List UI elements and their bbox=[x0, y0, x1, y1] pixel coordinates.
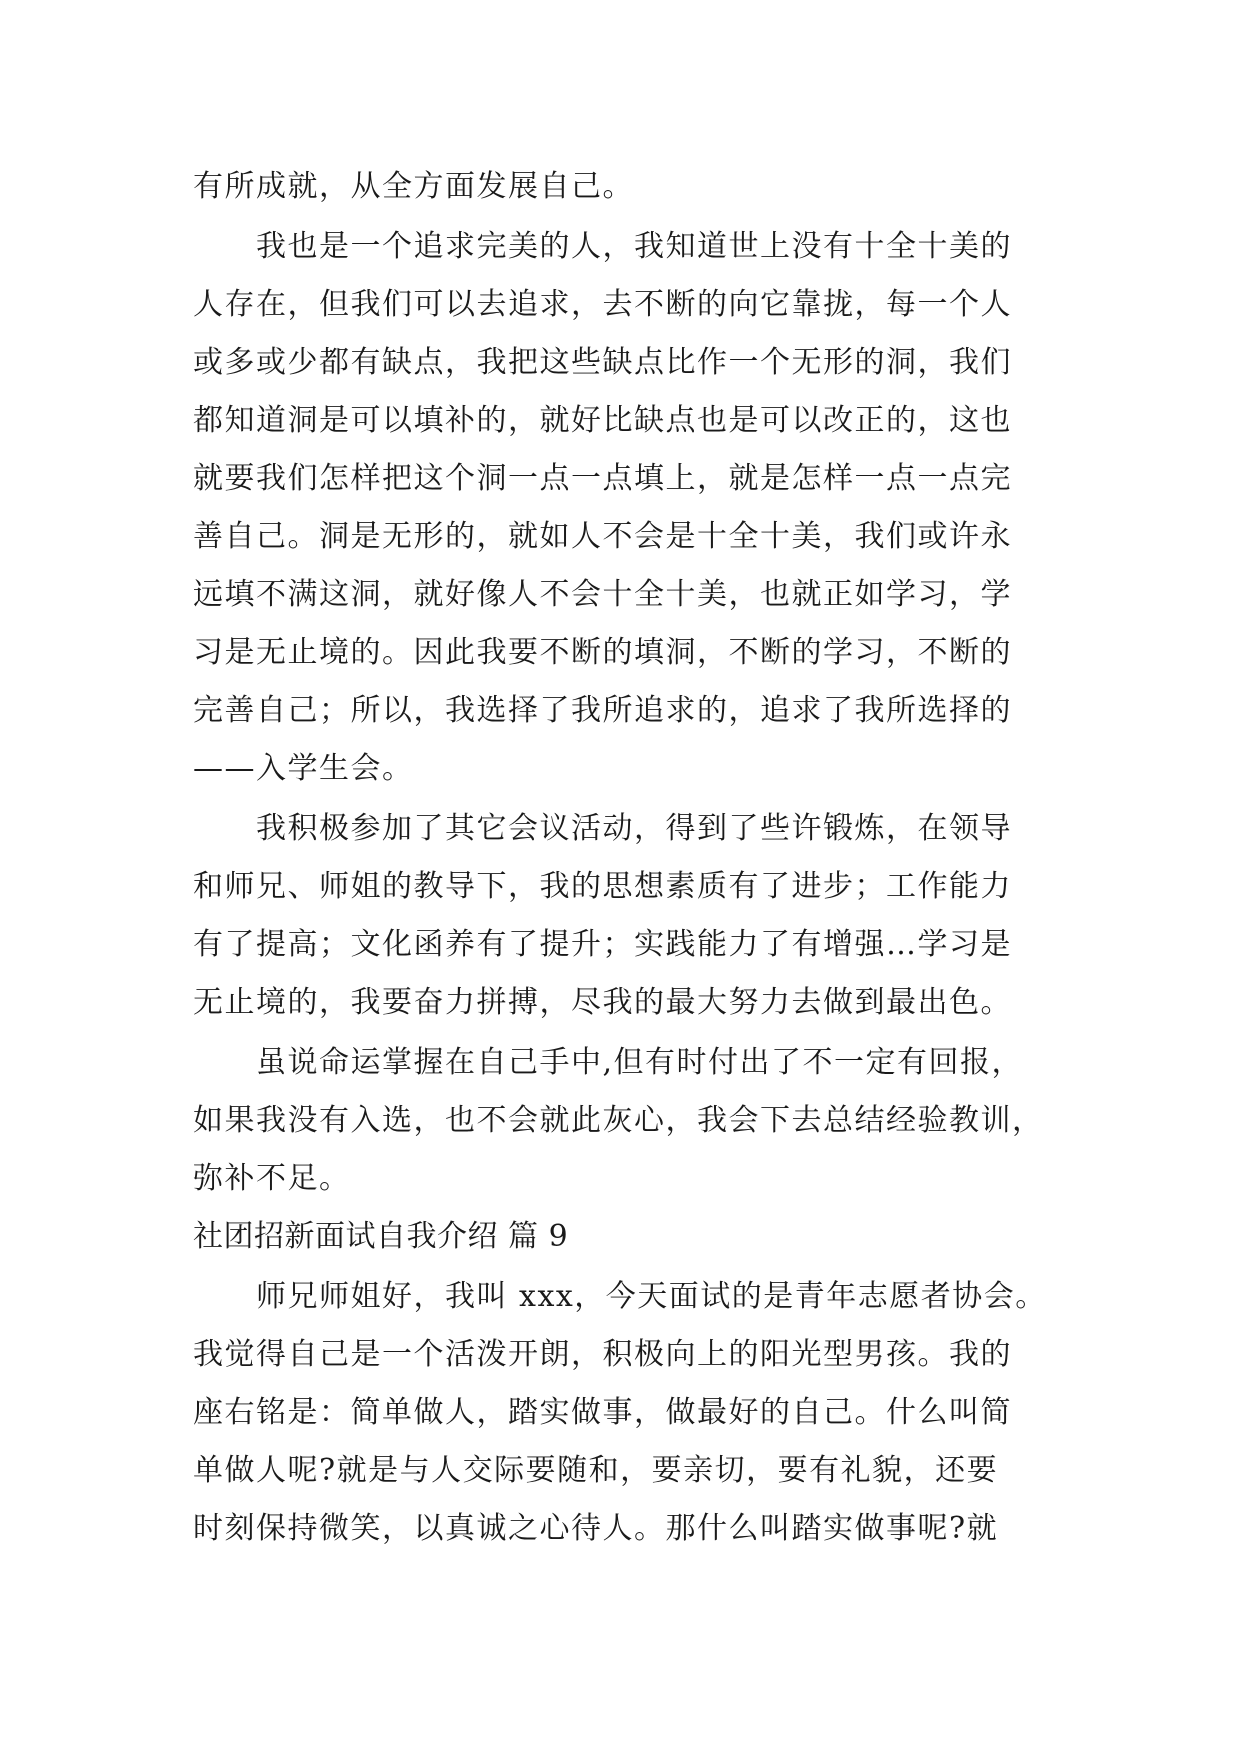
section-heading: 社团招新面试自我介绍 篇 9 bbox=[193, 1219, 569, 1254]
text-line: 时刻保持微笑，以真诚之心待人。那什么叫踏实做事呢?就 bbox=[193, 1511, 999, 1546]
text-line: 单做人呢?就是与人交际要随和，要亲切，要有礼貌，还要 bbox=[193, 1453, 999, 1488]
text-line: 和师兄、师姐的教导下，我的思想素质有了进步；工作能力 bbox=[193, 869, 1012, 904]
paragraph-start-line: 虽说命运掌握在自己手中,但有时付出了不一定有回报， bbox=[256, 1045, 1024, 1080]
text-line: 人存在，但我们可以去追求，去不断的向它靠拢，每一个人 bbox=[193, 287, 1012, 322]
text-line: 习是无止境的。因此我要不断的填洞，不断的学习，不断的 bbox=[193, 635, 1012, 670]
text-line: 都知道洞是可以填补的，就好比缺点也是可以改正的，这也 bbox=[193, 403, 1012, 438]
text-line: 弥补不足。 bbox=[193, 1161, 351, 1196]
paragraph-start-line: 师兄师姐好，我叫 xxx，今天面试的是青年志愿者协会。 bbox=[256, 1279, 1047, 1314]
text-line: 我觉得自己是一个活泼开朗，积极向上的阳光型男孩。我的 bbox=[193, 1337, 1012, 1372]
text-line: 无止境的，我要奋力拼搏，尽我的最大努力去做到最出色。 bbox=[193, 985, 1012, 1020]
text-line: ——入学生会。 bbox=[193, 751, 414, 786]
text-line: 完善自己；所以，我选择了我所追求的，追求了我所选择的 bbox=[193, 693, 1012, 728]
text-line: 座右铭是：简单做人，踏实做事，做最好的自己。什么叫简 bbox=[193, 1395, 1012, 1430]
text-line: 有所成就，从全方面发展自己。 bbox=[193, 169, 634, 204]
text-line: 远填不满这洞，就好像人不会十全十美，也就正如学习，学 bbox=[193, 577, 1012, 612]
text-line: 或多或少都有缺点，我把这些缺点比作一个无形的洞，我们 bbox=[193, 345, 1012, 380]
text-line: 善自己。洞是无形的，就如人不会是十全十美，我们或许永 bbox=[193, 519, 1012, 554]
paragraph-start-line: 我也是一个追求完美的人，我知道世上没有十全十美的 bbox=[256, 229, 1012, 264]
text-line: 有了提高；文化函养有了提升；实践能力了有增强…学习是 bbox=[193, 927, 1012, 962]
paragraph-start-line: 我积极参加了其它会议活动，得到了些许锻炼，在领导 bbox=[256, 811, 1012, 846]
text-line: 就要我们怎样把这个洞一点一点填上，就是怎样一点一点完 bbox=[193, 461, 1012, 496]
text-line: 如果我没有入选，也不会就此灰心，我会下去总结经验教训， bbox=[193, 1103, 1044, 1138]
